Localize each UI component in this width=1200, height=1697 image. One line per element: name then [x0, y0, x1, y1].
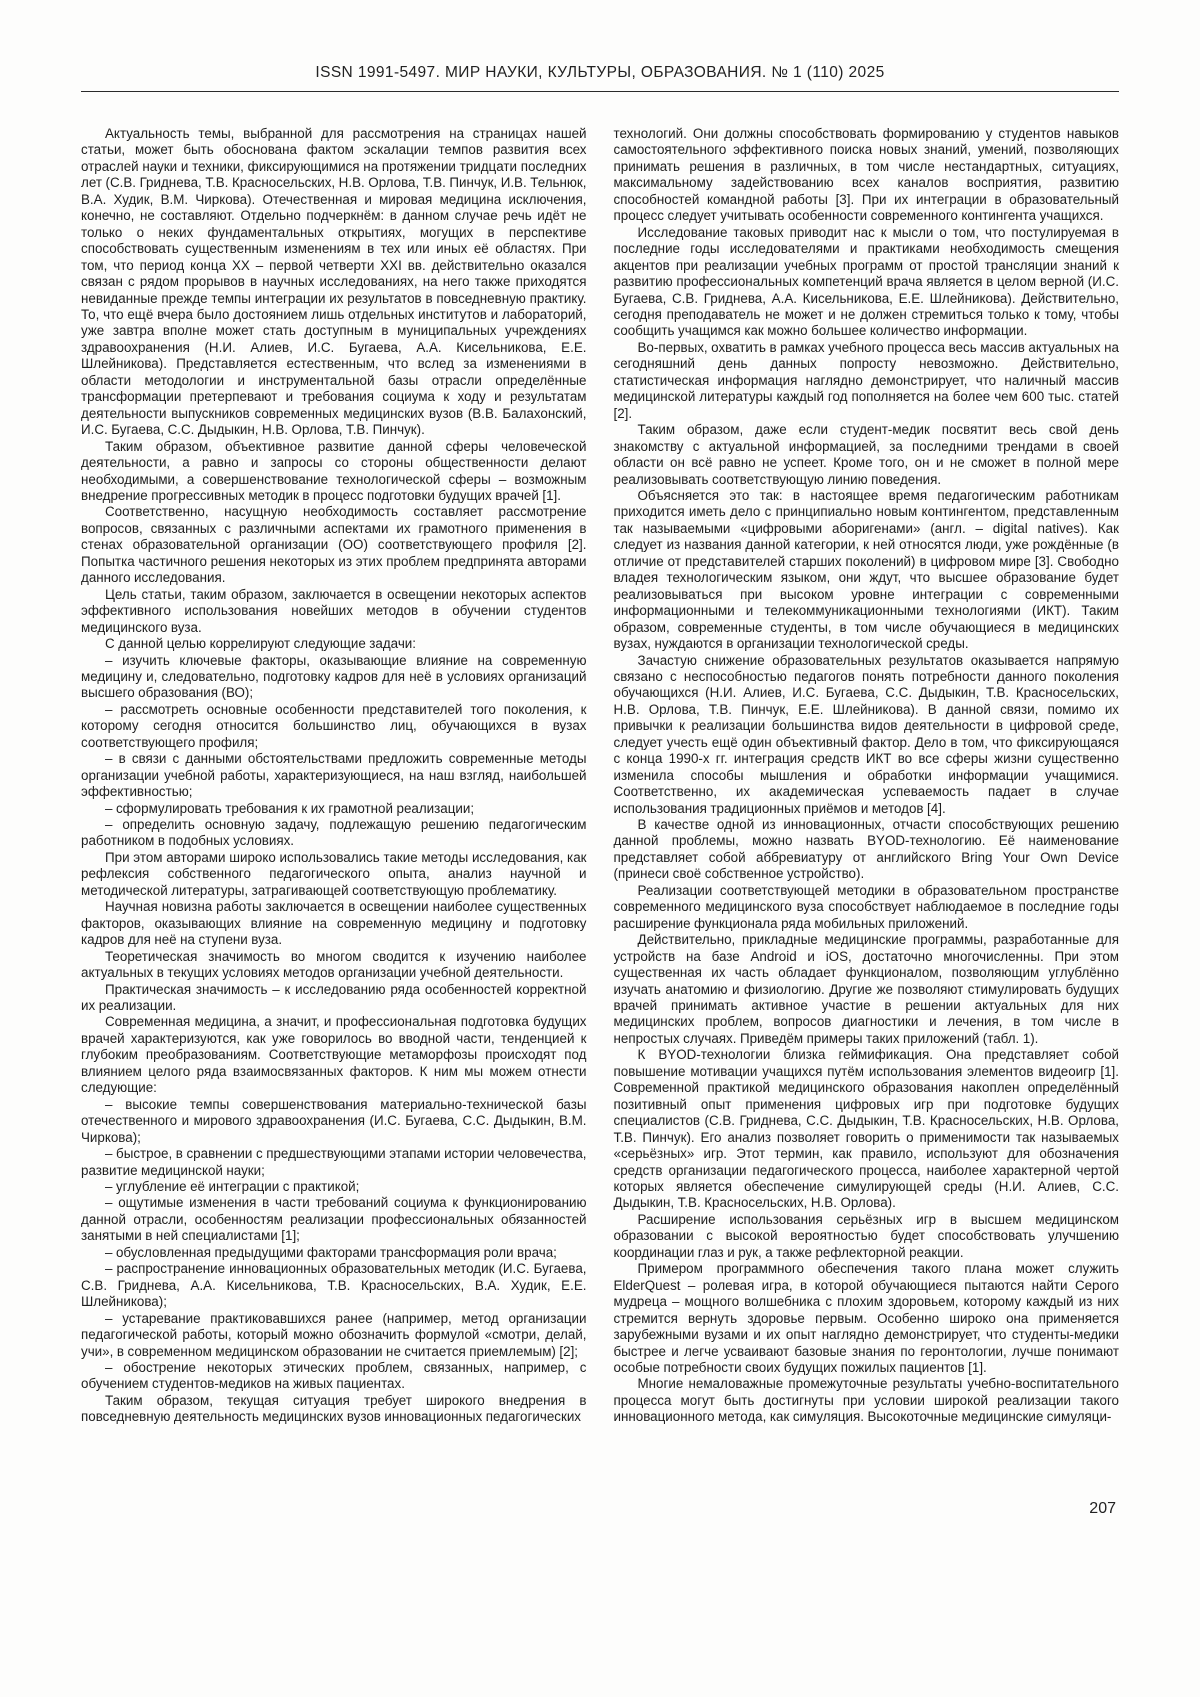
journal-issn-title: ISSN 1991-5497. МИР НАУКИ, КУЛЬТУРЫ, ОБРАЗОВАНИЯ. № 1 (110) 2025	[315, 64, 885, 81]
paragraph: Таким образом, объективное развитие данной сферы человеческой деятельности, а равно и запросы со стороны общественности делают необходимыми, а совершенствование технологической сферы – возможным внедрение прогрессивных методик в процесс подготовки будущих врачей [1].	[81, 438, 587, 503]
task-list-item: – рассмотреть основные особенности представителей того поколения, к которому сегодня относится большинство лиц, обучающихся в вузах соответствующего профиля;	[81, 701, 587, 750]
paragraph: Цель статьи, таким образом, заключается в освещении некоторых аспектов эффективного использования новейших методов в обучении студентов медицинского вуза.	[81, 586, 587, 635]
task-list-item: – в связи с данными обстоятельствами предложить современные методы организации учебной работы, характеризующиеся, на наш взгляд, наибольшей эффективностью;	[81, 751, 587, 800]
task-list-item: – сформулировать требования к их грамотной реализации;	[105, 800, 475, 816]
paragraph: Примером программного обеспечения такого плана может служить ElderQuest – ролевая игра, в которой обучающиеся пытаются найти Серого мудреца – мощного волшебника с плохим здоровьем, которому каждый из них стремится вернуть здоровье первым. Особенно широко она применяется зарубежными вузами и их опыт наглядно демонстрирует, что студенты-медики быстрее и легче усваивают базовые знания по геронтологии, лучше понимают особые потребности своих будущих пожилых пациентов [1].	[613, 1261, 1119, 1375]
page-header	[0, 0, 1200, 92]
task-list-item: – изучить ключевые факторы, оказывающие влияние на современную медицину и, следовательно, подготовку кадров для неё в условиях организаций высшего образования (ВО);	[81, 652, 587, 701]
text-columns	[0, 126, 1200, 1426]
paragraph: Действительно, прикладные медицинские программы, разработанные для устройств на базе Android и iOS, достаточно многочисленны. При этом существенная их часть обладает функционалом, позволяющим углублённо изучать анатомию и физиологию. Другие же позволяют стимулировать будущих врачей принимать активное участие в решении актуальных для них медицинских проблем, вопросов диагностики и лечения, в том числе в непростых случаях. Приведём примеры таких приложений (табл. 1).	[613, 932, 1119, 1046]
task-list-item: – определить основную задачу, подлежащую решению педагогическим работником в подобных условиях.	[81, 817, 587, 849]
paragraph: Современная медицина, а значит, и профессиональная подготовка будущих врачей характеризуются, как уже говорилось во вводной части, тенденцией к глубоким преобразованиям. Соответствующие метаморфозы происходят под влиянием целого ряда взаимосвязанных факторов. К ним мы можем отнести следующие:	[81, 1014, 587, 1096]
paragraph: К BYOD-технологии близка геймификация. Она представляет собой повышение мотивации учащихся путём использования элементов видеоигр [1]. Современной практикой медицинского образования накоплен определённый позитивный опыт применения цифровых игр при подготовке будущих специалистов (С.В. Гриднева, С.С. Дыдыкин, Т.В. Красносельских, Н.В. Орлова, Т.В. Пинчук). Его анализ позволяет говорить о применимости так называемых «серьёзных» игр. Этот термин, как правило, используют для обозначения средств организации педагогического процесса, наиболее характерной чертой которых является обеспечение симулирующей среды (Н.И. Алиев, С.С. Дыдыкин, Т.В. Красносельских, Н.В. Орлова).	[613, 1047, 1119, 1211]
paragraph: Таким образом, текущая ситуация требует широкого внедрения в повседневную деятельность медицинских вузов инновационных педагогических	[81, 1392, 587, 1425]
factor-list-item: – быстрое, в сравнении с предшествующими этапами истории человечества, развитие медицинской науки;	[81, 1146, 587, 1178]
page-number: 207	[1089, 1500, 1116, 1517]
paragraph: Объясняется это так: в настоящее время педагогическим работникам приходится иметь дело с принципиально новым контингентом, представленным так называемыми «цифровыми аборигенами» (англ. – digital natives). Как следует из названия данной категории, к ней относятся люди, уже рождённые (в отличие от представителей старших поколений) в цифровом мире [3]. Свободно владея технологическим языком, они ждут, что высшее образование будет реализовываться при высоком уровне интеграции с современными информационными и телекоммуникационными технологиями (ИКТ). Таким образом, современные студенты, в том числе обучающиеся в медицинских вузах, нуждаются в организации технологической среды.	[613, 487, 1119, 652]
factor-list-item: – ощутимые изменения в части требований социума к функционированию данной отрасли, особенностям реализации профессиональных обязанностей занятыми в ней специалистами [1];	[81, 1195, 587, 1244]
paragraph: Соответственно, насущную необходимость составляет рассмотрение вопросов, связанных с различными аспектами их грамотного применения в стенах образовательной организации (ОО) соответствующего профиля [2]. Попытка частичного решения некоторых из этих проблем предпринята авторами данного исследования.	[81, 504, 587, 586]
factor-list-item: – углубление её интеграции с практикой;	[105, 1179, 360, 1194]
paragraph: При этом авторами широко использовались такие методы исследования, как рефлексия собственного педагогического опыта, анализ научной и методической литературы, затрагивающей соответствующую проблематику.	[81, 849, 587, 898]
paragraph: Практическая значимость – к исследованию ряда особенностей корректной их реализации.	[81, 981, 587, 1014]
paragraph: Зачастую снижение образовательных результатов оказывается напрямую связано с неспособностью педагогов понять потребности данного поколения обучающихся (Н.И. Алиев, И.С. Бугаева, С.С. Дыдыкин, Т.В. Красносельских, Н.В. Орлова, Т.В. Пинчук, Е.Е. Шлейникова). В данной связи, помимо их привычки к реализации большинства видов деятельности в цифровой среде, следует учесть ещё один объективный фактор. Дело в том, что фиксирующаяся с конца 1990-х гг. интеграция средств ИКТ во все сферы жизни существенно изменила способы мышления и обработки информации учащимися. Соответственно, их академическая успеваемость падает в случае использования традиционных приёмов и методов [4].	[613, 652, 1119, 816]
paragraph: Научная новизна работы заключается в освещении наиболее существенных факторов, оказывающих влияние на современную медицину и подготовку кадров для неё на ступени вуза.	[81, 899, 587, 948]
factor-list-item: – обусловленная предыдущими факторами трансформация роли врача;	[105, 1244, 557, 1260]
right-column	[614, 126, 1120, 1426]
paragraph: Расширение использования серьёзных игр в высшем медицинском образовании с высокой вероятностью будет способствовать улучшению координации глаз и рук, а также рефлекторной реакции.	[613, 1211, 1119, 1260]
paragraph: Исследование таковых приводит нас к мысли о том, что постулируемая в последние годы исследователями и практиками необходимость смещения акцентов при реализации учебных программ от простой трансляции знаний к развитию профессиональных компетенций врача является в целом верной (И.С. Бугаева, С.В. Гриднева, А.А. Кисельникова, Е.Е. Шлейникова). Действительно, сегодня преподаватель не может и не должен стремиться только к тому, чтобы сообщить учащимся как можно большее количество информации.	[613, 224, 1119, 339]
header-rule	[81, 91, 1119, 92]
paragraph: В качестве одной из инновационных, отчасти способствующих решению данной проблемы, можно назвать BYOD-технологию. Её наименование представляет собой аббревиатуру от английского Bring Your Own Device (принеси своё собственное устройство).	[613, 817, 1119, 882]
paragraph: Теоретическая значимость во многом сводится к изучению наиболее актуальных в текущих условиях методов организации учебной деятельности.	[81, 948, 587, 981]
factor-list-item: – распространение инновационных образовательных методик (И.С. Бугаева, С.В. Гриднева, А.А. Кисельникова, Т.В. Красносельских, В.А. Худик, Е.Е. Шлейникова);	[81, 1261, 587, 1310]
paragraph: Многие немаловажные промежуточные результаты учебно-воспитательного процесса могут быть достигнуты при условии широкой реализации такого инновационного метода, как симуляция. Высокоточные медицинские симуляци-	[613, 1376, 1119, 1425]
left-column	[81, 126, 587, 1426]
paragraph: Реализации соответствующей методики в образовательном пространстве современного медицинского вуза способствует наблюдаемое в последние годы расширение функционала ряда мобильных приложений.	[613, 882, 1119, 931]
paragraph: Таким образом, даже если студент-медик посвятит весь свой день знакомству с актуальной информацией, за последними трендами в своей области он всё равно не успеет. Кроме того, он и не сможет в полной мере реализовывать соответствующую линию поведения.	[613, 422, 1119, 487]
factor-list-item: – устаревание практиковавшихся ранее (например, метод организации педагогической работы, который можно обозначить формулой «смотри, делай, учи», в современном медицинском образовании не считается приемлемым) [2];	[81, 1310, 587, 1359]
paragraph: Актуальность темы, выбранной для рассмотрения на страницах нашей статьи, может быть обоснована фактом эскалации темпов развития всех отраслей науки и техники, фиксирующимися на протяжении тридцати последних лет (С.В. Гриднева, Т.В. Красносельских, Н.В. Орлова, Т.В. Пинчук, И.В. Тельнюк, В.А. Худик, В.М. Чиркова). Отечественная и мировая медицина исключения, конечно, не составляют. Отдельно подчеркнём: в данном случае речь идёт не только о неких фундаментальных открытиях, могущих в перспективе способствовать существенным изменениям в тех или иных её областях. При том, что период конца XX – первой четверти XXI вв. действительно оказался связан с рядом прорывов в научных исследованиях, на него также приходятся невиданные прежде темпы интеграции их результатов в повседневную практику. То, что ещё вчера было достоянием лишь отдельных институтов и лабораторий, уже завтра вполне может стать доступным в муниципальных учреждениях здравоохранения (Н.И. Алиев, И.С. Бугаева, А.А. Кисельникова, Е.Е. Шлейникова). Представляется естественным, что вслед за изменениями в области методологии и инструментальной базы отрасли определённые трансформации претерпевают и требования социума к ходу и результатам деятельности выпускников современных медицинских вузов (В.В. Балахонский, И.С. Бугаева, С.С. Дыдыкин, Н.В. Орлова, Т.В. Пинчук).	[81, 126, 587, 438]
paragraph: Во-первых, охватить в рамках учебного процесса весь массив актуальных на сегодняшний день данных попросту невозможно. Действительно, статистическая информация наглядно демонстрирует, что наличный массив медицинской литературы каждый год пополняется на более чем 600 тыс. статей [2].	[613, 339, 1119, 421]
paragraph-continuation: технологий. Они должны способствовать формированию у студентов навыков самостоятельного эффективного поиска новых знаний, умений, позволяющих принимать решения в различных, в том числе нестандартных, ситуациях, максимальному задействованию всех каналов восприятия, развитию способностей командной работы [3]. При их интеграции в образовательный процесс следует учитывать особенности современного контингента учащихся.	[613, 126, 1119, 224]
paragraph: С данной целью коррелируют следующие задачи:	[105, 636, 417, 652]
factor-list-item: – высокие темпы совершенствования материально-технической базы отечественного и мирового здравоохранения (И.С. Бугаева, С.С. Дыдыкин, В.М. Чиркова);	[81, 1096, 587, 1145]
factor-list-item: – обострение некоторых этических проблем, связанных, например, с обучением студентов-медиков на живых пациентах.	[81, 1359, 587, 1392]
